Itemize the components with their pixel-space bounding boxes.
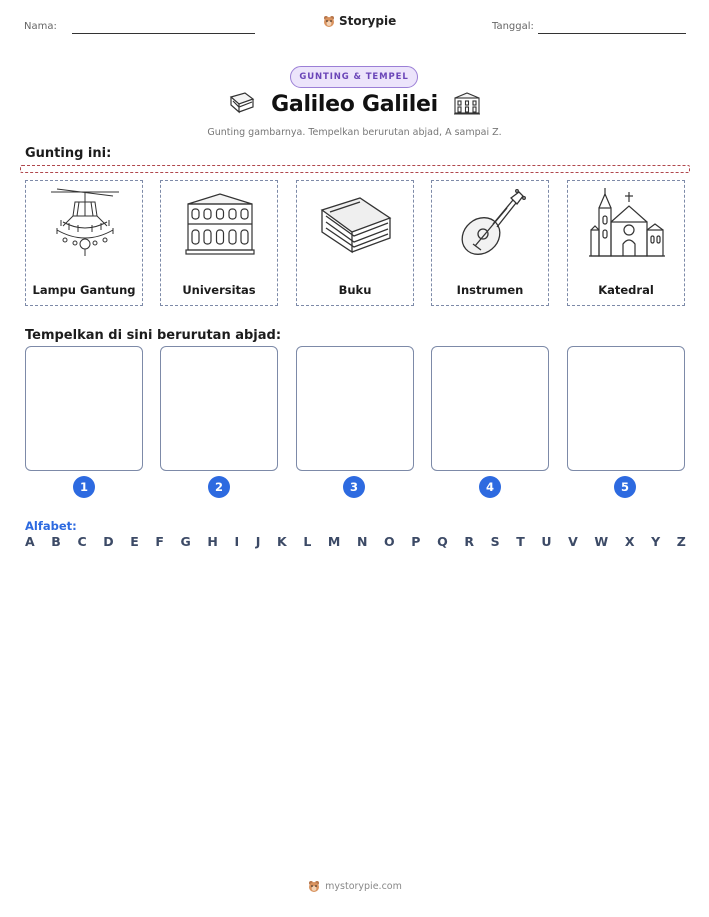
instructions: Gunting gambarnya. Tempelkan berurutan abjad, A sampai Z. xyxy=(207,127,502,138)
paste-slot-3[interactable] xyxy=(296,346,414,471)
alphabet-letter: O xyxy=(384,534,395,549)
brand-logo xyxy=(322,14,396,28)
paste-slot-1[interactable] xyxy=(25,346,143,471)
alphabet-letter: Z xyxy=(676,534,686,549)
alphabet-letter: V xyxy=(568,534,578,549)
cut-section-heading: Gunting ini: xyxy=(25,146,112,161)
university-icon xyxy=(180,186,260,266)
alphabet-letter: D xyxy=(103,534,114,549)
alphabet-letter: Y xyxy=(651,534,661,549)
alphabet-letter: X xyxy=(624,534,635,549)
cathedral-icon xyxy=(587,186,667,266)
university-icon xyxy=(452,91,482,117)
brand-name: Storypie xyxy=(339,14,397,28)
book-icon xyxy=(227,91,257,117)
alphabet-row xyxy=(25,534,686,549)
alphabet-letter: L xyxy=(303,534,312,549)
book-icon xyxy=(316,186,396,266)
date-label: Tanggal: xyxy=(492,21,534,32)
storypie-mascot-icon xyxy=(322,14,336,28)
cut-card-chandelier[interactable] xyxy=(25,180,143,306)
date-field[interactable] xyxy=(538,33,686,34)
slot-number: 2 xyxy=(208,476,230,498)
alphabet-letter: Q xyxy=(437,534,448,549)
slot-number: 1 xyxy=(73,476,95,498)
alphabet-letter: S xyxy=(490,534,500,549)
name-field[interactable] xyxy=(72,33,255,34)
title-row xyxy=(0,91,709,117)
chandelier-icon xyxy=(45,186,125,266)
alphabet-letter: E xyxy=(130,534,139,549)
paste-slot-5[interactable] xyxy=(567,346,685,471)
name-label: Nama: xyxy=(24,21,57,32)
alphabet-letter: J xyxy=(255,534,261,549)
alphabet-heading: Alfabet: xyxy=(25,519,77,533)
alphabet-letter: A xyxy=(25,534,35,549)
cut-card-instrument[interactable] xyxy=(431,180,549,306)
slot-number: 5 xyxy=(614,476,636,498)
paste-section-heading: Tempelkan di sini berurutan abjad: xyxy=(25,328,282,343)
page-title: Galileo Galilei xyxy=(271,91,438,117)
footer xyxy=(0,879,709,893)
alphabet-letter: U xyxy=(541,534,552,549)
card-label: Universitas xyxy=(182,283,256,297)
activity-tag: GUNTING & TEMPEL xyxy=(290,66,418,88)
alphabet-letter: K xyxy=(277,534,287,549)
alphabet-letter: C xyxy=(77,534,87,549)
storypie-mascot-icon xyxy=(307,879,321,893)
paste-slot-2[interactable] xyxy=(160,346,278,471)
card-label: Lampu Gantung xyxy=(32,283,136,297)
cut-card-university[interactable] xyxy=(160,180,278,306)
card-label: Instrumen xyxy=(456,283,524,297)
alphabet-letter: G xyxy=(180,534,191,549)
card-label: Buku xyxy=(338,283,372,297)
slot-number: 3 xyxy=(343,476,365,498)
card-label: Katedral xyxy=(598,283,654,297)
alphabet-letter: P xyxy=(411,534,421,549)
footer-url[interactable]: mystorypie.com xyxy=(325,880,402,892)
alphabet-letter: B xyxy=(51,534,61,549)
alphabet-letter: R xyxy=(464,534,474,549)
cut-card-book[interactable] xyxy=(296,180,414,306)
paste-slot-4[interactable] xyxy=(431,346,549,471)
alphabet-letter: H xyxy=(207,534,218,549)
alphabet-letter: I xyxy=(234,534,240,549)
slot-number: 4 xyxy=(479,476,501,498)
alphabet-letter: W xyxy=(594,534,609,549)
alphabet-letter: N xyxy=(356,534,368,549)
alphabet-letter: T xyxy=(516,534,525,549)
alphabet-letter: F xyxy=(155,534,164,549)
cut-card-cathedral[interactable] xyxy=(567,180,685,306)
alphabet-letter: M xyxy=(327,534,341,549)
cut-line xyxy=(20,165,690,173)
lute-icon xyxy=(451,186,531,266)
